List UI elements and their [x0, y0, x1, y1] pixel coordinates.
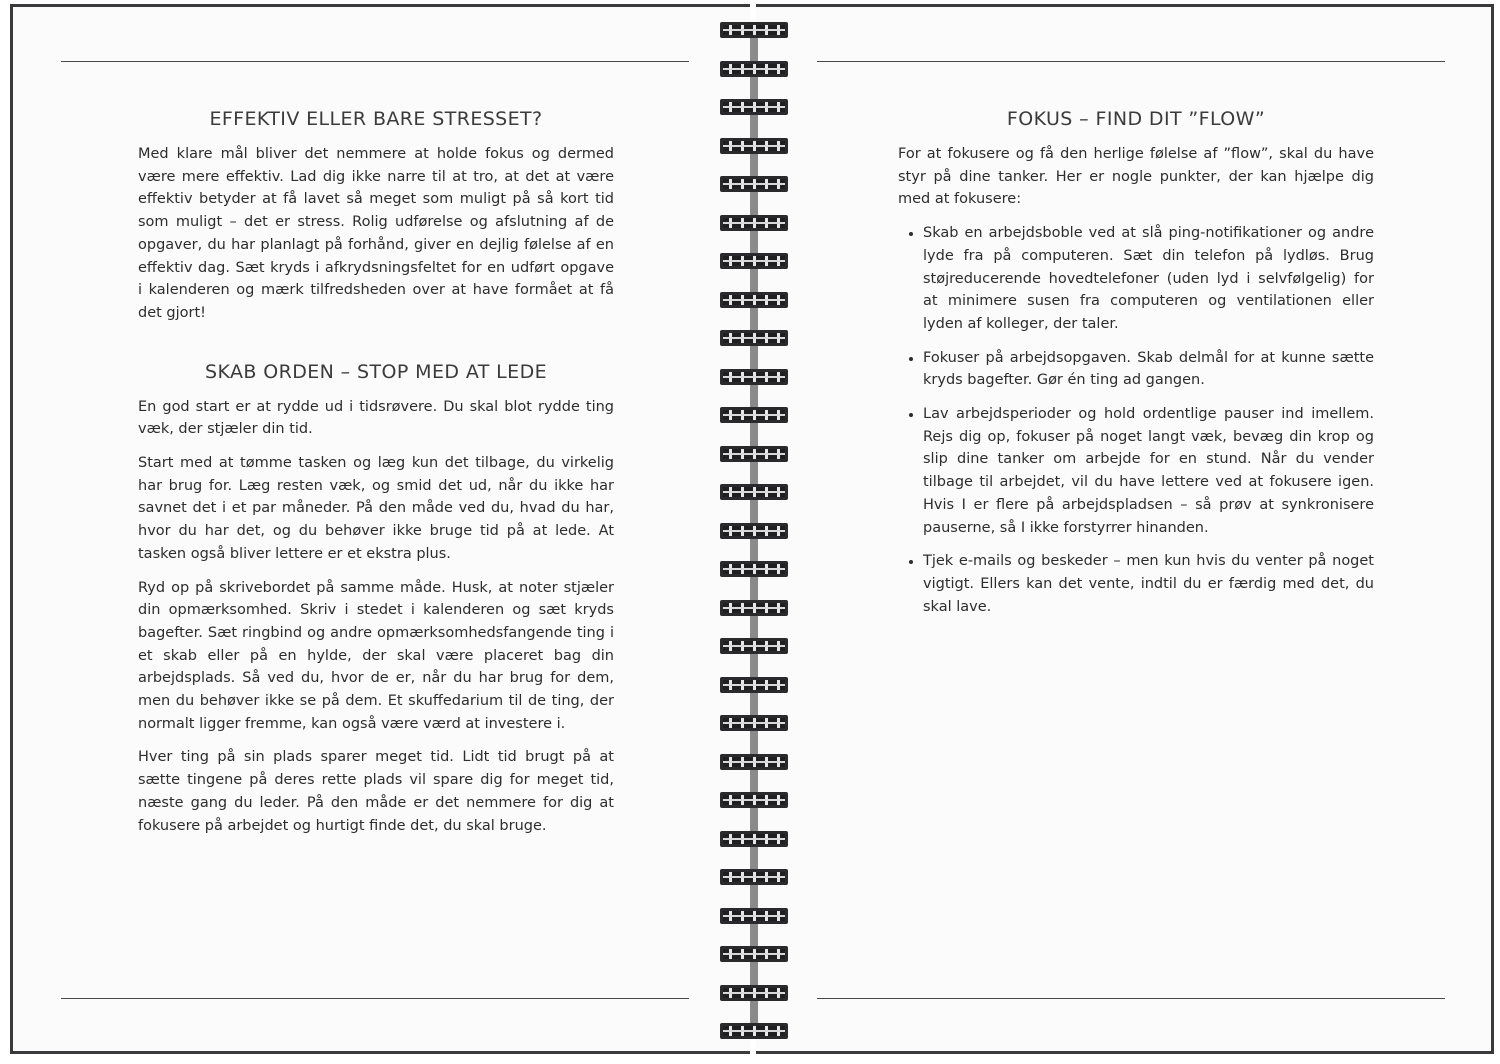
- list-item: • Fokuser på arbejdsopgaven. Skab delmål for at kunne sætte kryds bagefter. Gør én ting ad gangen.: [923, 347, 1374, 392]
- binding-ring: [720, 985, 788, 1001]
- binding-ring: [720, 638, 788, 654]
- bottom-rule: [61, 998, 689, 999]
- binding-ring: [720, 523, 788, 539]
- binding-ring: [720, 869, 788, 885]
- binding-ring: [720, 138, 788, 154]
- binding-ring: [720, 369, 788, 385]
- binding-ring: [720, 792, 788, 808]
- binding-ring: [720, 715, 788, 731]
- spiral-binding: [718, 0, 790, 1064]
- binding-ring: [720, 600, 788, 616]
- bottom-rule: [817, 998, 1445, 999]
- binding-ring: [720, 292, 788, 308]
- binding-ring: [720, 22, 788, 38]
- binding-ring: [720, 831, 788, 847]
- binding-ring: [720, 908, 788, 924]
- intro-paragraph: For at fokusere og få den herlige følelse af ”flow”, skal du have styr på dine tanker. Her er nogle punkter, der kan hjælpe dig med at fokusere:: [898, 146, 1374, 208]
- binding-ring: [720, 407, 788, 423]
- right-page: [756, 4, 1494, 1054]
- section-heading-effektiv: EFFEKTIV ELLER BARE STRESSET?: [209, 108, 543, 130]
- top-rule: [817, 61, 1445, 62]
- list-item: • Lav arbejdsperioder og hold ordentlige pauser ind imellem. Rejs dig op, fokuser på noget langt væk, bevæg din krop og slip dine tanker om arbejde for en stund. Når du vender tilbage til arbejdet, vil du have lettere ved at fokusere igen. Hvis I er flere på arbejdspladsen – så prøv at synkronisere pauserne, så I ikke forstyrrer hinanden.: [923, 403, 1374, 539]
- binding-ring: [720, 946, 788, 962]
- paragraph: En god start er at rydde ud i tidsrøvere. Du skal blot rydde ting væk, der stjæler din tid.: [138, 398, 614, 438]
- binding-ring: [720, 677, 788, 693]
- left-column: [138, 105, 614, 848]
- binding-ring: [720, 330, 788, 346]
- binding-ring: [720, 1023, 788, 1039]
- binding-ring: [720, 176, 788, 192]
- binding-ring: [720, 99, 788, 115]
- list-item: • Skab en arbejdsboble ved at slå ping-notifikationer og andre lyde fra på computeren. Sæt din telefon på lydløs. Brug støjreducerende hovedtelefoner (uden lyd i selvfølgelig) for at minimere susen fra computeren og ventilationen eller lyden af kolleger, der taler.: [923, 222, 1374, 336]
- binding-ring: [720, 484, 788, 500]
- section-heading-fokus: FOKUS – FIND DIT ”FLOW”: [1006, 108, 1266, 130]
- paragraph: Ryd op på skrivebordet på samme måde. Husk, at noter stjæler din opmærksomhed. Skriv i stedet i kalenderen og sæt kryds bagefter. Sæt ringbind og andre opmærksomhedsfangende ting i et skab eller på en hylde, der skal være placeret bag din arbejdsplads. Så ved du, hvor de er, når du har brug for dem, men du behøver ikke se på dem. Et skuffedarium til de ting, der normalt ligger fremme, kan også være værd at investere i.: [138, 579, 614, 732]
- binding-ring: [720, 61, 788, 77]
- paragraph: Hver ting på sin plads sparer meget tid. Lidt tid brugt på at sætte tingene på deres rette plads vil spare dig for meget tid, næste gang du leder. På den måde er det nemmere for dig at fokusere på arbejdet og hurtigt finde det, du skal bruge.: [138, 749, 614, 834]
- right-column: [898, 105, 1374, 629]
- binding-ring: [720, 215, 788, 231]
- binding-ring: [720, 253, 788, 269]
- section-heading-skab-orden: SKAB ORDEN – STOP MED AT LEDE: [204, 360, 548, 383]
- bullet-list: [898, 222, 1374, 618]
- binding-ring: [720, 754, 788, 770]
- top-rule: [61, 61, 689, 62]
- paragraph: Start med at tømme tasken og læg kun det tilbage, du virkelig har brug for. Læg resten væk, og smid det ud, når du ikke har savnet det i et par måneder. På den måde ved du, hvad du har, hvor du har det, og du behøver ikke bruge tid på at lede. At tasken også bliver lettere er et ekstra plus.: [138, 455, 614, 562]
- left-page: [10, 4, 750, 1054]
- binding-ring: [720, 561, 788, 577]
- paragraph: Med klare mål bliver det nemmere at holde fokus og dermed være mere effektiv. Lad dig ikke narre til at tro, at det at være effektiv betyder at få lavet så meget som muligt på så kort tid som muligt – det er stress. Rolig udførelse og afslutning af de opgaver, du har planlagt på forhånd, giver en dejlig følelse af en effektiv dag. Sæt kryds i afkrydsningsfeltet for en udført opgave i kalenderen og mærk tilfredsheden over at have formået at få det gjort!: [138, 146, 614, 321]
- list-item: • Tjek e-mails og beskeder – men kun hvis du venter på noget vigtigt. Ellers kan det vente, indtil du er færdig med det, du skal lave.: [923, 550, 1374, 618]
- binding-ring: [720, 446, 788, 462]
